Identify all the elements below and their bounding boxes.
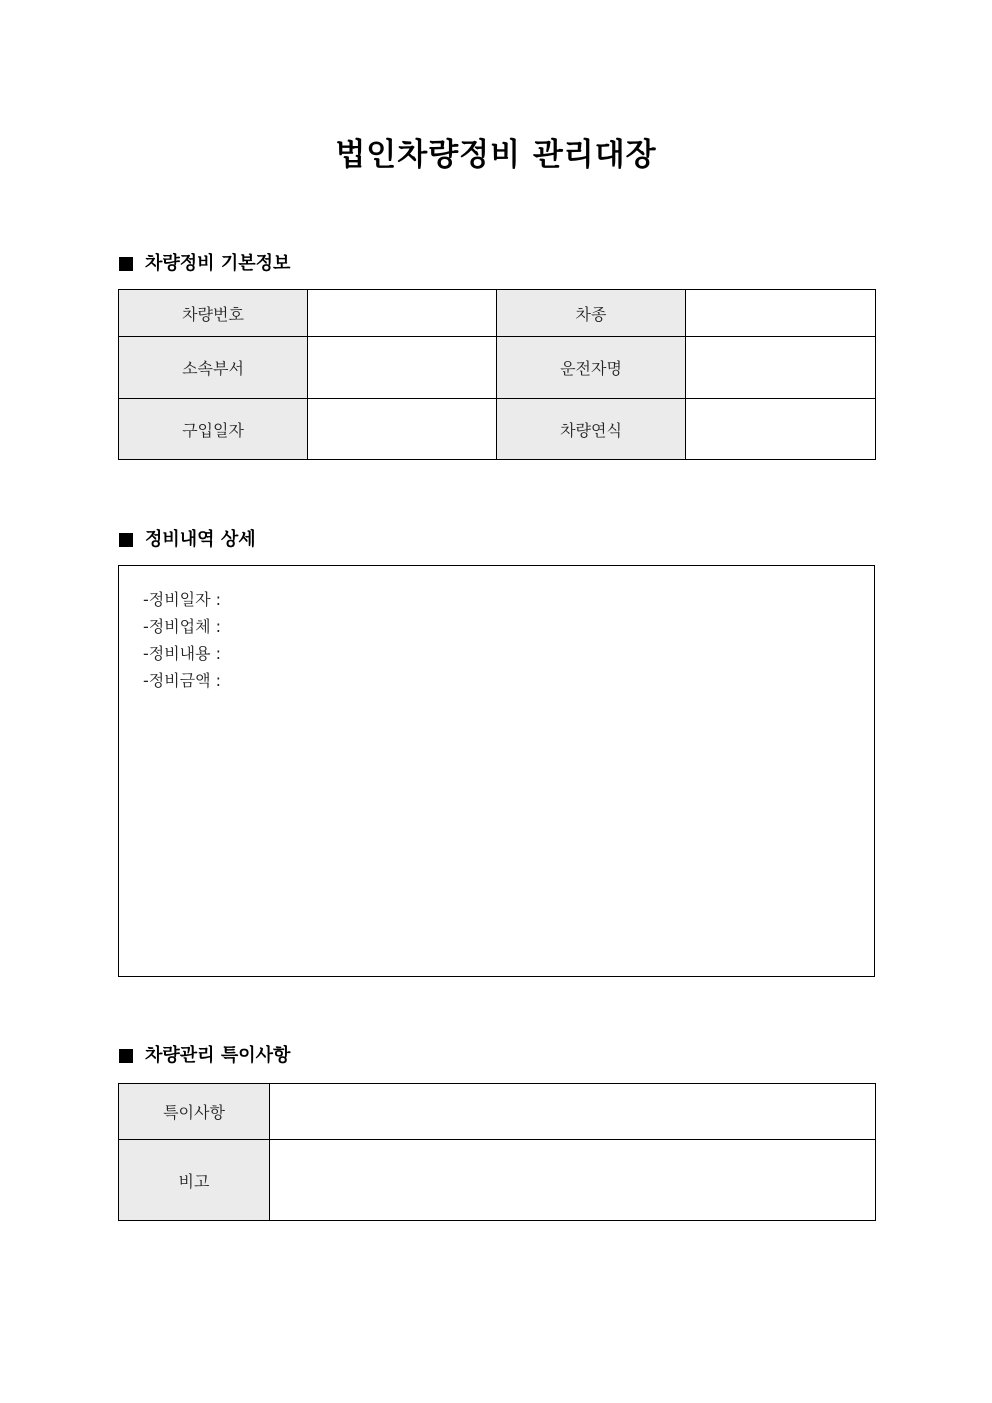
department-label: 소속부서 [119, 337, 308, 399]
vehicle-type-label: 차종 [497, 290, 686, 337]
special-notes-field[interactable] [270, 1084, 876, 1140]
square-bullet-icon [119, 257, 133, 271]
table-row [119, 290, 876, 337]
maintenance-date-line: -정비일자 : [143, 590, 222, 609]
section-heading-label: 차량관리 특이사항 [145, 1045, 291, 1066]
table-row [119, 1140, 876, 1221]
remarks-table [118, 1083, 876, 1221]
document-title: 법인차량정비 관리대장 [335, 137, 657, 173]
section-heading-maintenance-detail [119, 527, 256, 553]
table-row [119, 337, 876, 399]
table-row [119, 399, 876, 460]
square-bullet-icon [119, 533, 133, 547]
memo-field[interactable] [270, 1140, 876, 1221]
section-heading-label: 정비내역 상세 [145, 529, 256, 550]
table-row [119, 1084, 876, 1140]
purchase-date-label: 구입일자 [119, 399, 308, 460]
special-notes-label: 특이사항 [119, 1084, 270, 1140]
vehicle-number-field[interactable] [308, 290, 497, 337]
square-bullet-icon [119, 1049, 133, 1063]
section-heading-remarks [119, 1043, 290, 1069]
maintenance-detail-lines [143, 586, 221, 694]
maintenance-content-line: -정비내용 : [143, 644, 222, 663]
driver-name-field[interactable] [686, 337, 876, 399]
department-field[interactable] [308, 337, 497, 399]
memo-label: 비고 [119, 1140, 270, 1221]
section-heading-label: 차량정비 기본정보 [145, 253, 291, 274]
maintenance-cost-line: -정비금액 : [143, 671, 222, 690]
model-year-label: 차량연식 [497, 399, 686, 460]
basic-info-table [118, 289, 876, 460]
vehicle-number-label: 차량번호 [119, 290, 308, 337]
maintenance-vendor-line: -정비업체 : [143, 617, 222, 636]
section-heading-basic-info [119, 251, 290, 277]
model-year-field[interactable] [686, 399, 876, 460]
purchase-date-field[interactable] [308, 399, 497, 460]
vehicle-type-field[interactable] [686, 290, 876, 337]
maintenance-detail-box[interactable] [118, 565, 875, 977]
driver-name-label: 운전자명 [497, 337, 686, 399]
